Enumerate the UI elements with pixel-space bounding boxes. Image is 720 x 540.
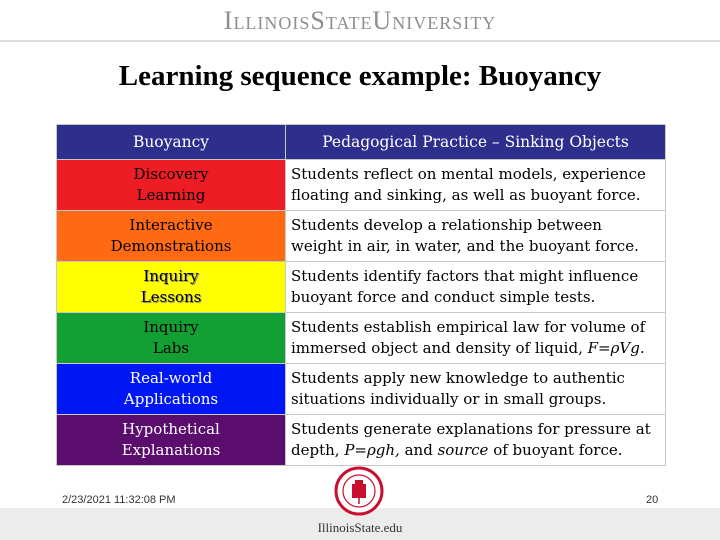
description-line-2-end: of buoyant force.	[488, 441, 623, 459]
stage-line-1: Hypothetical	[122, 420, 220, 438]
description-cell	[286, 415, 666, 466]
description-line-1: Students develop a relationship between	[291, 216, 602, 234]
stage-line-2: Learning	[136, 186, 206, 204]
stage-line-1: Real-world	[129, 369, 213, 387]
description-connector: and	[399, 441, 438, 459]
header-pedagogical-practice: Pedagogical Practice – Sinking Objects	[286, 125, 666, 160]
university-wordmark: IllinoisStateUniversity	[223, 6, 497, 35]
description-line-2: depth,	[291, 441, 345, 459]
description-line-2: situations individually or in small groups.	[291, 390, 607, 408]
description-line-2: floating and sinking, as well as buoyant force.	[291, 186, 641, 204]
table-row	[57, 262, 666, 313]
learning-sequence-table	[56, 124, 666, 466]
stage-line-1: Interactive	[129, 216, 213, 234]
table-row	[57, 211, 666, 262]
volume-formula: F=ρVg	[587, 339, 640, 357]
stage-cell	[57, 211, 286, 262]
description-line-2-end: .	[639, 339, 645, 357]
description-line-1: Students reflect on mental models, experience	[291, 165, 646, 183]
description-line-1: Students establish empirical law for volume of	[291, 318, 646, 336]
university-seal-icon	[334, 466, 384, 516]
stage-cell	[57, 364, 286, 415]
stage-cell	[57, 262, 286, 313]
description-cell	[286, 262, 666, 313]
stage-line-2: Lessons	[140, 288, 202, 306]
description-line-2: weight in air, in water, and the buoyant force.	[291, 237, 639, 255]
table-row	[57, 160, 666, 211]
stage-cell	[57, 415, 286, 466]
description-cell	[286, 313, 666, 364]
stage-cell	[57, 313, 286, 364]
description-cell	[286, 160, 666, 211]
slide-date: 2/23/2021 11:32:08 PM	[62, 494, 176, 506]
stage-line-2: Labs	[152, 339, 190, 357]
stage-line-1: Discovery	[133, 165, 209, 183]
description-line-2: immersed object and density of liquid,	[291, 339, 588, 357]
stage-line-2: Demonstrations	[110, 237, 232, 255]
table-row	[57, 415, 666, 466]
header-buoyancy: Buoyancy	[57, 125, 286, 160]
description-cell	[286, 364, 666, 415]
top-banner	[0, 0, 720, 42]
description-line-1: Students identify factors that might influence	[291, 267, 639, 285]
description-cell	[286, 211, 666, 262]
description-line-1: Students generate explanations for pressure at	[291, 420, 651, 438]
table-row	[57, 364, 666, 415]
description-line-1: Students apply new knowledge to authentic	[291, 369, 625, 387]
stage-cell	[57, 160, 286, 211]
table-row	[57, 313, 666, 364]
stage-line-2: Applications	[123, 390, 219, 408]
pressure-formula: P=ρgh,	[344, 441, 400, 459]
table-header-row	[57, 125, 666, 160]
stage-line-2: Explanations	[121, 441, 221, 459]
stage-line-1: Inquiry	[143, 267, 199, 285]
description-line-2: buoyant force and conduct simple tests.	[291, 288, 596, 306]
slide-title: Learning sequence example: Buoyancy	[118, 60, 602, 92]
page-number: 20	[646, 494, 659, 506]
stage-line-1: Inquiry	[143, 318, 199, 336]
footer-domain: IllinoisState.edu	[317, 520, 403, 535]
source-emphasis: source	[437, 441, 489, 459]
